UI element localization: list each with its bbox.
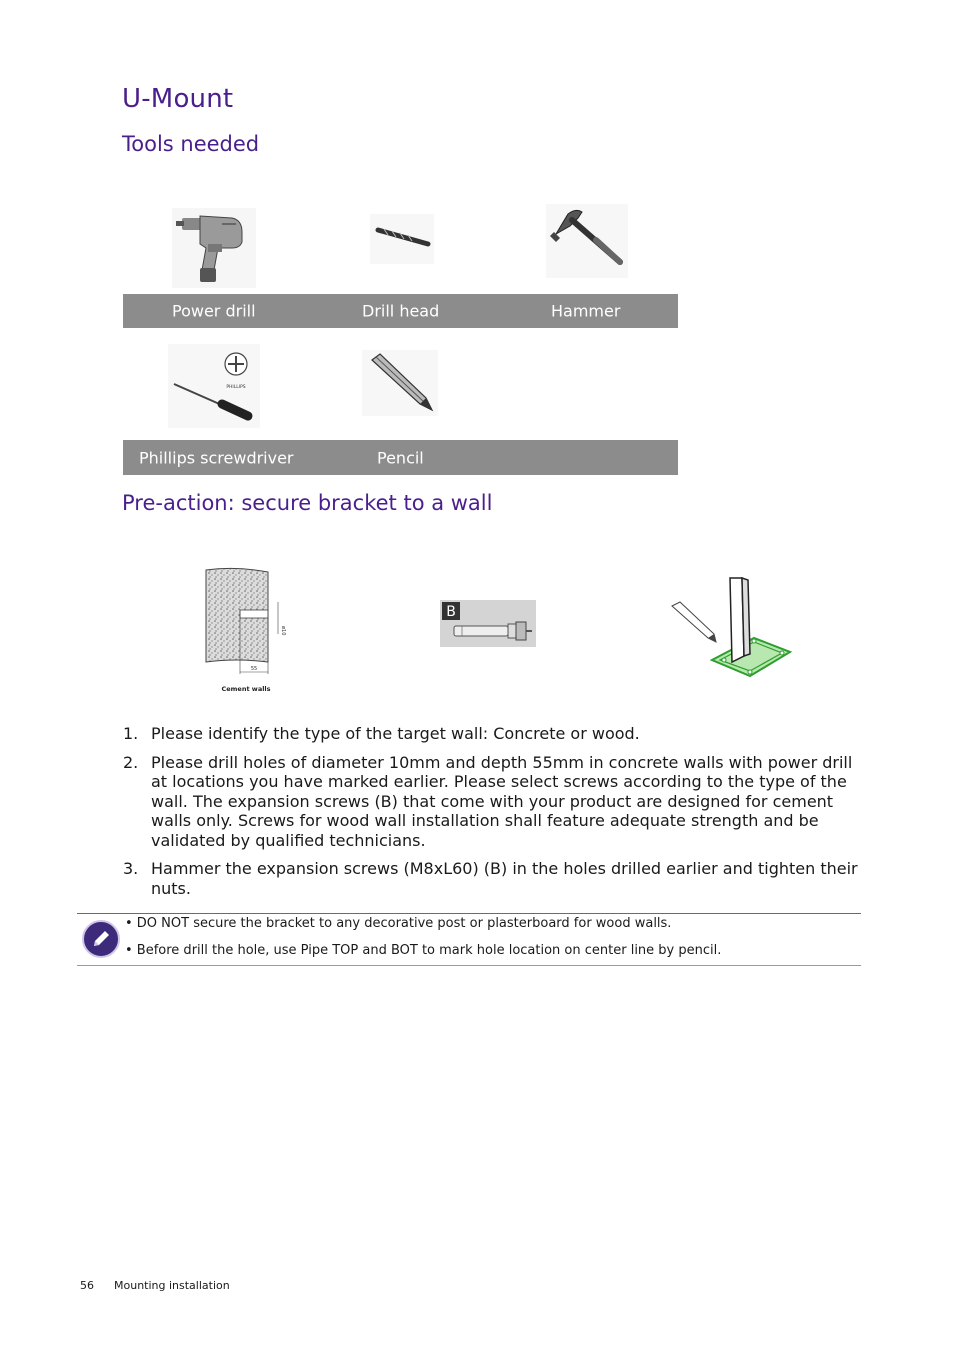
section-heading-preaction: Pre-action: secure bracket to a wall	[122, 491, 493, 515]
section-heading-tools: Tools needed	[122, 132, 260, 156]
footer-section: Mounting installation	[114, 1279, 230, 1292]
screw-tag: B	[446, 604, 456, 620]
page-number: 56	[80, 1279, 94, 1292]
tools-label-bar-row2	[123, 440, 678, 475]
list-item: 2. Please drill holes of diameter 10mm and depth 55mm in concrete walls with power drill at locations you have marked earlier. Please select screws according to the type of the wall. The expansion screws (B) that come with your product are designed for cement walls only. Screws for wood wall installation shall feature adequate strength and be validated by qualified technicians.	[123, 752, 853, 850]
wall-caption: Cement walls	[221, 685, 271, 693]
drill-head-icon	[370, 214, 434, 264]
cement-wall-diagram	[196, 566, 300, 696]
phillips-mark: PHILLIPS	[226, 385, 246, 390]
wall-depth-label: 55	[250, 666, 258, 672]
tool-label-phillips-screwdriver: Phillips screwdriver	[139, 448, 294, 467]
pencil-icon	[362, 350, 438, 416]
phillips-screwdriver-icon	[168, 344, 260, 428]
expansion-screw-diagram	[440, 600, 536, 647]
pencil-note-icon	[81, 919, 121, 959]
wall-diameter-label: ø10	[280, 626, 286, 636]
tool-label-drill-head: Drill head	[362, 301, 440, 321]
bracket-marking-diagram	[668, 576, 794, 680]
tool-label-pencil: Pencil	[377, 448, 424, 467]
steps-list	[123, 724, 863, 907]
tool-label-power-drill: Power drill	[172, 301, 256, 321]
power-drill-icon	[172, 208, 256, 288]
page-title: U-Mount	[122, 84, 234, 114]
note-line-1: • DO NOT secure the bracket to any decorative post or plasterboard for wood walls.	[125, 916, 672, 931]
tools-label-bar-row1	[123, 294, 678, 328]
hammer-icon	[546, 204, 628, 278]
tool-label-hammer: Hammer	[551, 301, 621, 321]
list-item: 3. Hammer the expansion screws (M8xL60) (B) in the holes drilled earlier and tighten their nuts.	[123, 859, 858, 898]
note-line-2: • Before drill the hole, use Pipe TOP and BOT to mark hole location on center line by pencil.	[125, 943, 722, 958]
note-box	[77, 913, 861, 966]
list-item: 1. Please identify the type of the target wall: Concrete or wood.	[123, 724, 640, 743]
